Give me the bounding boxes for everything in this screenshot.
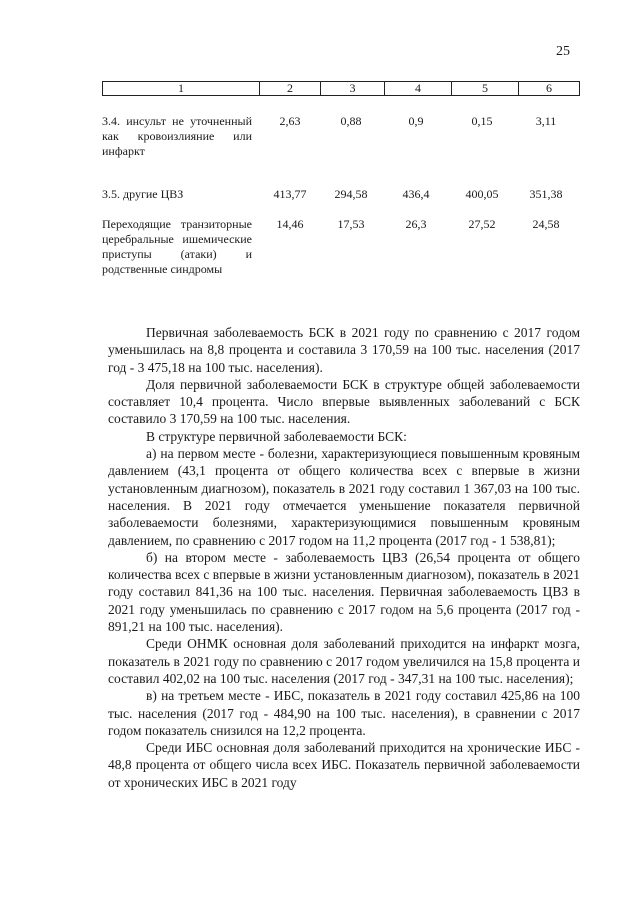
header-cell: 1: [103, 82, 260, 96]
table-cell: 436,4: [402, 187, 430, 201]
table-cell: 0,88: [340, 114, 362, 128]
table-cell: 24,58: [532, 217, 560, 231]
table-cell: 27,52: [468, 217, 496, 231]
body-text: [108, 324, 580, 791]
table-cell: 17,53: [337, 217, 365, 231]
table-cell: 14,46: [276, 217, 304, 231]
paragraph: Среди ОНМК основная доля заболеваний приходится на инфаркт мозга, показатель в 2021 году по сравнению с 2017 годом увеличился на 15,8 процента и составил 402,02 на 100 тыс. населения (2017 год - 347,31 на 100 тыс. населения);: [108, 636, 580, 686]
table-cell: 413,77: [273, 187, 307, 201]
row-label: 3.5. другие ЦВЗ: [102, 187, 184, 201]
paragraph: а) на первом месте - болезни, характеризующиеся повышенным кровяным давлением (43,1 процента от общего количества всех с впервые в жизни установленным диагнозом), показатель в 2021 году составил 1 367,03 на 100 тыс. населения. В 2021 году отмечается уменьшение показателя первичной заболеваемости болезнями, характеризующимися повышенным кровяным давлением, по сравнению с 2017 годом на 11,2 процента (2017 год - 1 538,81);: [108, 446, 580, 548]
table-cell: 0,9: [408, 114, 424, 128]
table-cell: 0,15: [471, 114, 493, 128]
header-cell: 2: [260, 82, 321, 96]
header-cell: 3: [321, 82, 385, 96]
page-number: 25: [556, 44, 570, 59]
table-cell: 3,11: [535, 114, 557, 128]
table-header: [102, 81, 580, 96]
paragraph: Первичная заболеваемость БСК в 2021 году по сравнению с 2017 годом уменьшилась на 8,8 процента и составила 3 170,59 на 100 тыс. населения (2017 год - 3 475,18 на 100 тыс. населения).: [108, 325, 580, 375]
table-cell: 2,63: [279, 114, 301, 128]
table-cell: 26,3: [405, 217, 427, 231]
header-cell: 6: [519, 82, 580, 96]
header-cell: 4: [385, 82, 452, 96]
paragraph: в) на третьем месте - ИБС, показатель в 2021 году составил 425,86 на 100 тыс. населения (2017 год - 484,90 на 100 тыс. населения), в сравнении с 2017 годом показатель снизился на 12,2 процента.: [108, 688, 580, 738]
paragraph: Доля первичной заболеваемости БСК в структуре общей заболеваемости составляет 10,4 процента. Число впервые выявленных заболеваний с БСК составило 3 170,59 на 100 тыс. населения.: [108, 376, 580, 427]
table-cell: 294,58: [334, 187, 368, 201]
row-label: 3.4. инсульт не уточненный как кровоизлияние или инфаркт: [102, 114, 252, 158]
table-cell: 400,05: [465, 187, 499, 201]
table-cell: 351,38: [529, 187, 563, 201]
paragraph: б) на втором месте - заболеваемость ЦВЗ (26,54 процента от общего количества всех с впервые в жизни установленным диагнозом), показатель в 2021 году составил 841,36 на 100 тыс. населения. Первичная заболеваемость ЦВЗ в 2021 году уменьшилась по сравнению с 2017 годом на 5,6 процента (2017 год - 891,21 на 100 тыс. населения).: [108, 549, 580, 635]
header-cell: 5: [452, 82, 519, 96]
paragraph: В структуре первичной заболеваемости БСК:: [146, 428, 407, 444]
row-label: Переходящие транзиторные церебральные ишемические приступы (атаки) и родственные синдромы: [102, 217, 252, 276]
paragraph: Среди ИБС основная доля заболеваний приходится на хронические ИБС - 48,8 процента от общего числа всех ИБС. Показатель первичной заболеваемости от хронических ИБС в 2021 году: [108, 740, 580, 790]
